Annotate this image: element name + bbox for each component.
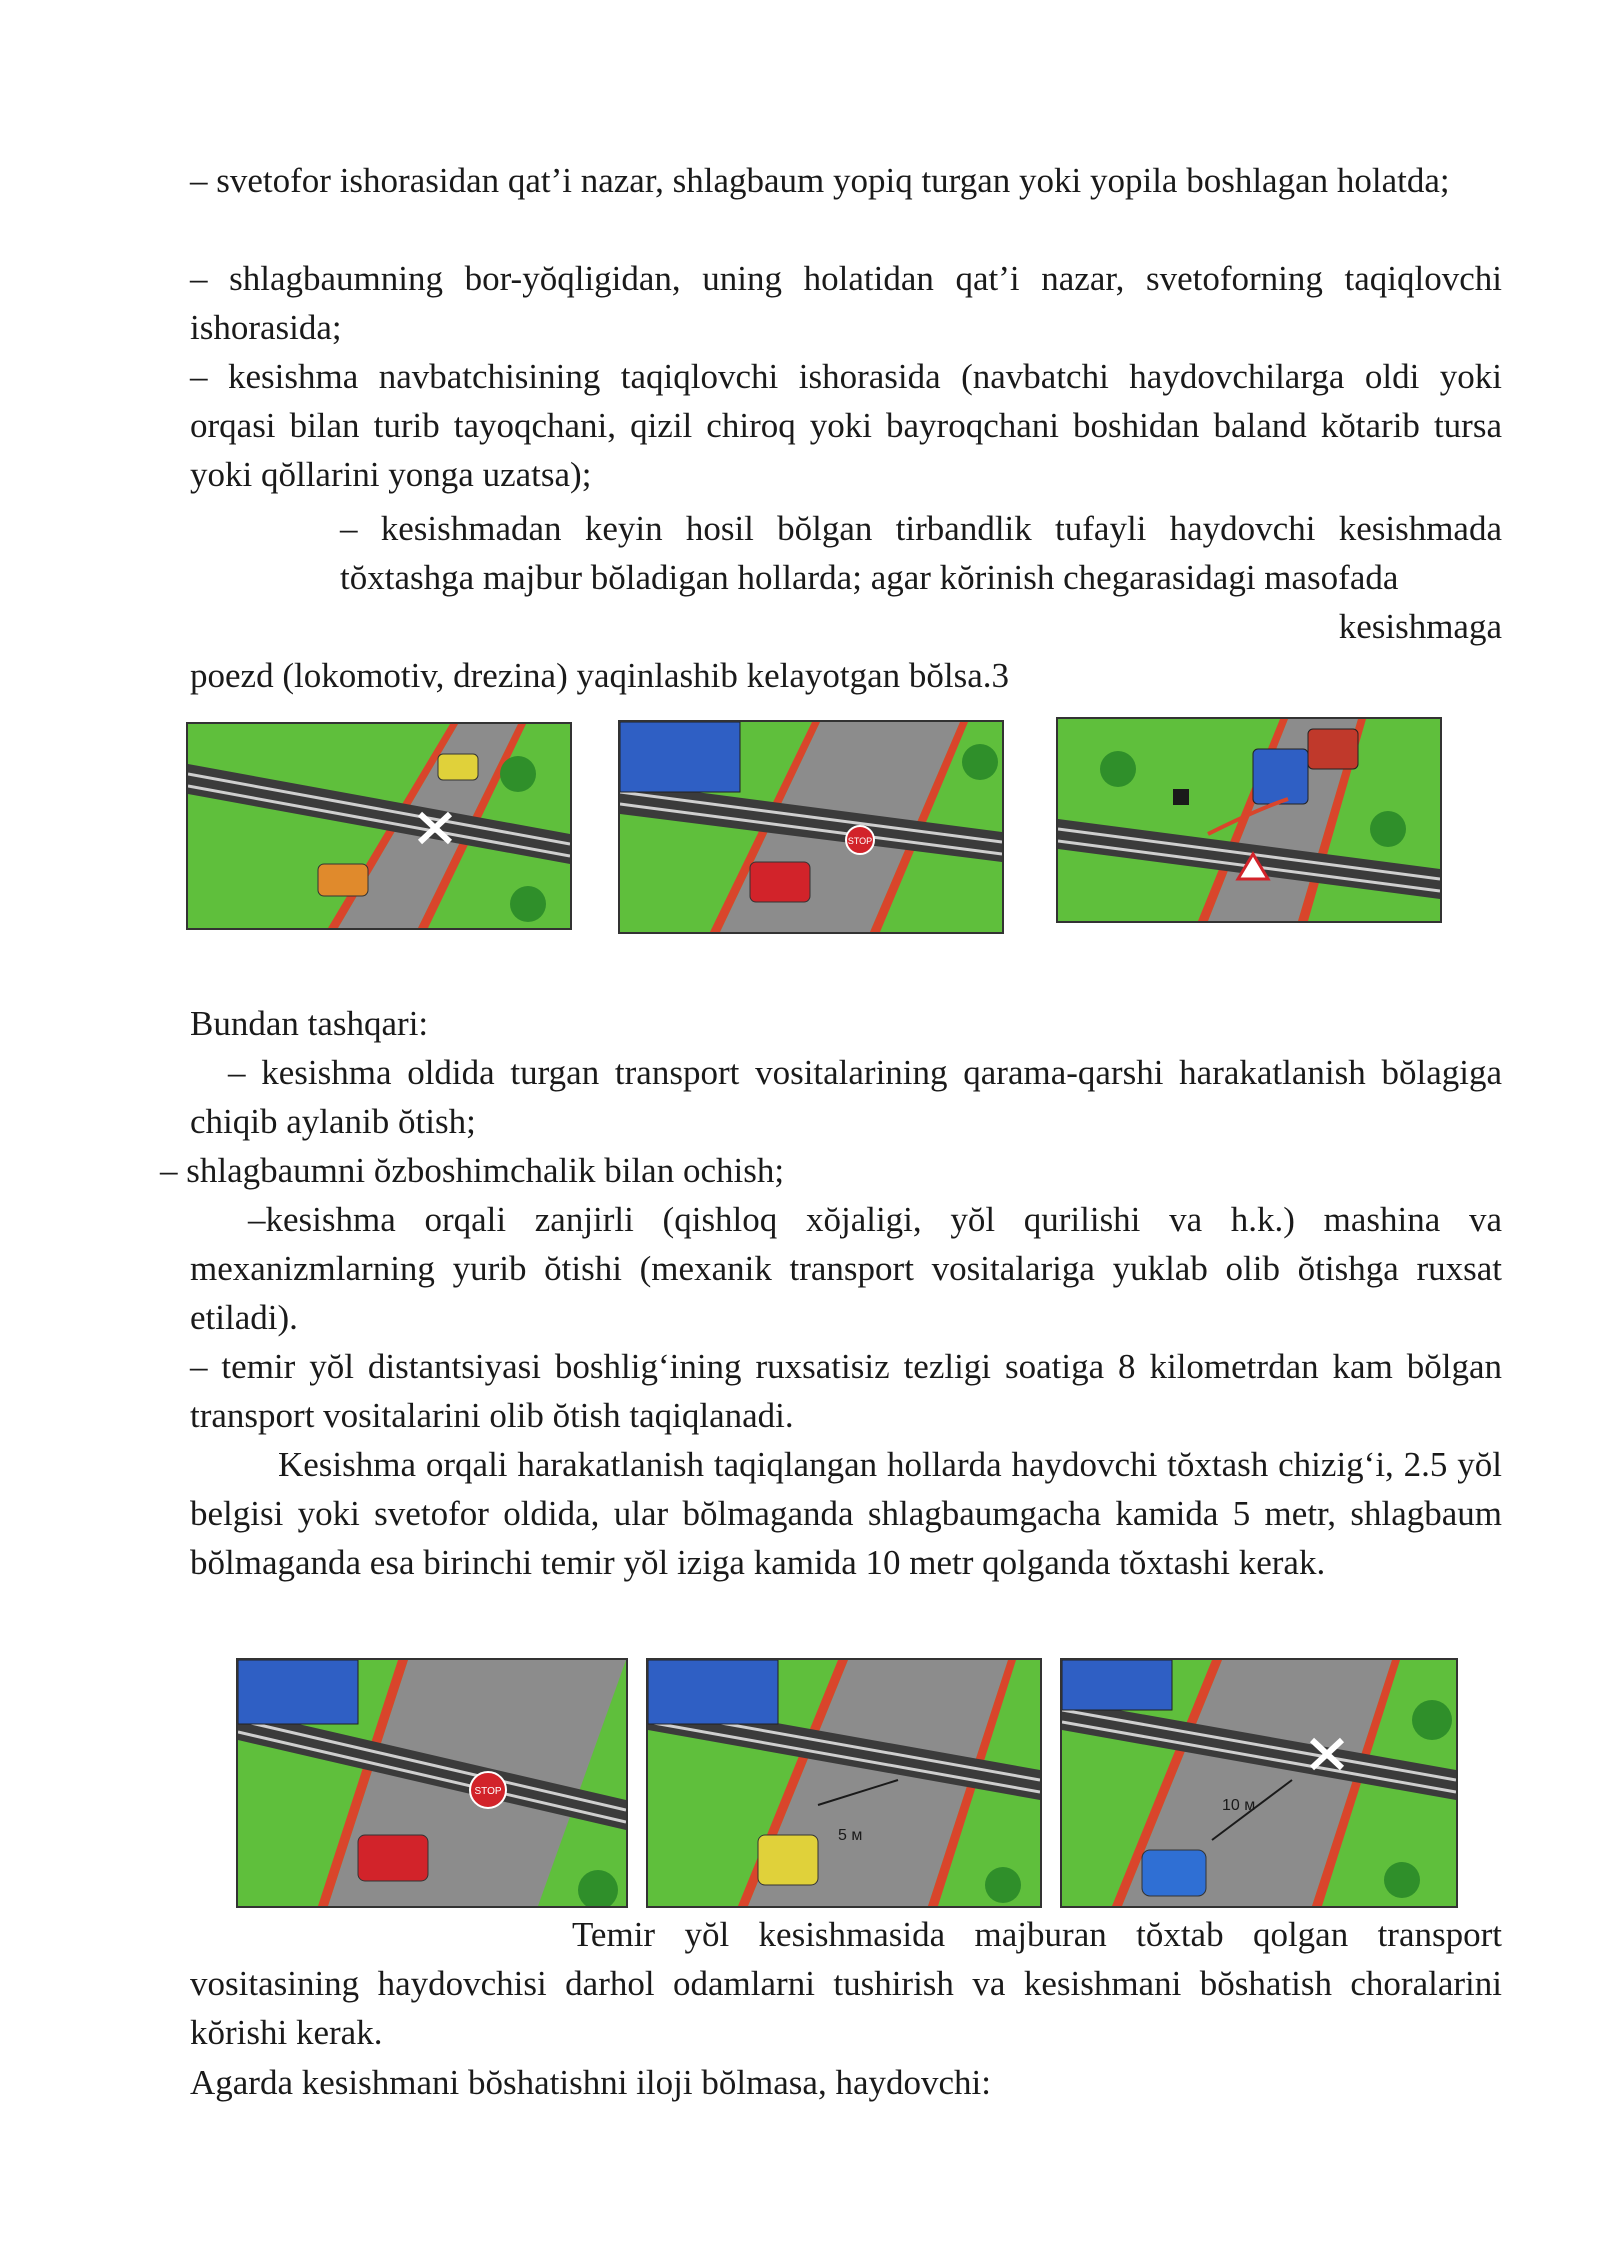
illustration-car-at-crossing-sign (186, 722, 572, 930)
distance-10m-label: 10 м (1222, 1797, 1256, 1814)
paragraph-open-barrier: – shlagbaumni ŏzboshimchalik bilan ochish; (160, 1151, 785, 1190)
paragraph-traffic-jam (340, 504, 1502, 651)
illustration-stop-10m-track (1060, 1658, 1458, 1908)
crossing-scene-1 (188, 724, 570, 928)
illustration-stop-5m-barrier (646, 1658, 1042, 1908)
crossing-scene-3 (1058, 719, 1440, 921)
stop-sign-label-2: STOP (474, 1786, 502, 1797)
paragraph-signal-prohibit: – shlagbaumning bor-yŏqligidan, uning holatidan qat’i nazar, svetoforning taqiqlovchi ishorasida; (190, 259, 1502, 347)
paragraph-besides: Bundan tashqari: (190, 1004, 429, 1043)
stop-scene-2 (648, 1660, 1040, 1906)
paragraph-traffic-jam-tail: kesishmaga (1338, 607, 1502, 646)
paragraph-overtaking: – kesishma oldida turgan transport vositalarining qarama-qarshi harakatlanish bŏlagiga chiqib aylanib ŏtish; (190, 1053, 1502, 1141)
stop-scene-1 (238, 1660, 626, 1906)
paragraph-slow-vehicles: – temir yŏl distantsiyasi boshlig‘ining ruxsatisiz tezligi soatiga 8 kilometrdan kam bŏlgan transport vositalarini olib ŏtish taqiqlanadi. (190, 1347, 1502, 1435)
paragraph-barrier-closed: – svetofor ishorasidan qat’i nazar, shlagbaum yopiq turgan yoki yopila boshlagan holatda; (190, 161, 1450, 200)
illustration-car-at-stop-sign (618, 720, 1004, 934)
paragraph-if-impossible: Agarda kesishmani bŏshatishni iloji bŏlmasa, haydovchi: (190, 2063, 991, 2102)
paragraph-stop-distances: Kesishma orqali harakatlanish taqiqlangan hollarda haydovchi tŏxtash chizig‘i, 2.5 yŏl belgisi yoki svetofor oldida, ular bŏlmaganda shlagbaumgacha kamida 5 metr, shlagbaum bŏlmaganda esa birinchi temir yŏl iziga kamida 10 metr qolganda tŏxtashi kerak. (190, 1445, 1502, 1582)
stop-scene-3 (1062, 1660, 1456, 1906)
paragraph-train-approaching: poezd (lokomotiv, drezina) yaqinlashib kelayotgan bŏlsa.3 (190, 656, 1010, 695)
paragraph-attendant-signal: – kesishma navbatchisining taqiqlovchi ishorasida (navbatchi haydovchilarga oldi yoki orqasi bilan turib tayoqchani, qizil chiroq yoki bayroqchani boshidan baland kŏtarib tursa yoki qŏllarini yonga uzatsa); (190, 357, 1502, 494)
crossing-scene-2 (620, 722, 1002, 932)
paragraph-tracked-vehicles: –kesishma orqali zanjirli (qishloq xŏjaligi, yŏl qurilishi va h.k.) mashina va mexanizmlarning yurib ŏtishi (mexanik transport vositalariga yuklab olib ŏtishga ruxsat etiladi). (190, 1200, 1502, 1337)
illustration-truck-traffic-jam (1056, 717, 1442, 923)
stop-sign-label: STOP (847, 836, 873, 846)
distance-5m-label: 5 м (838, 1827, 863, 1844)
paragraph-forced-stop: Temir yŏl kesishmasida majburan tŏxtab qolgan transport vositasining haydovchisi darhol odamlarni tushirish va kesishmani bŏshatish choralarini kŏrishi kerak. (190, 1915, 1502, 2052)
illustration-stop-at-sign (236, 1658, 628, 1908)
paragraph-traffic-jam-text: – kesishmadan keyin hosil bŏlgan tirbandlik tufayli haydovchi kesishmada tŏxtashga majbur bŏladigan hollarda; agar kŏrinish chegarasidagi masofada (340, 509, 1502, 597)
